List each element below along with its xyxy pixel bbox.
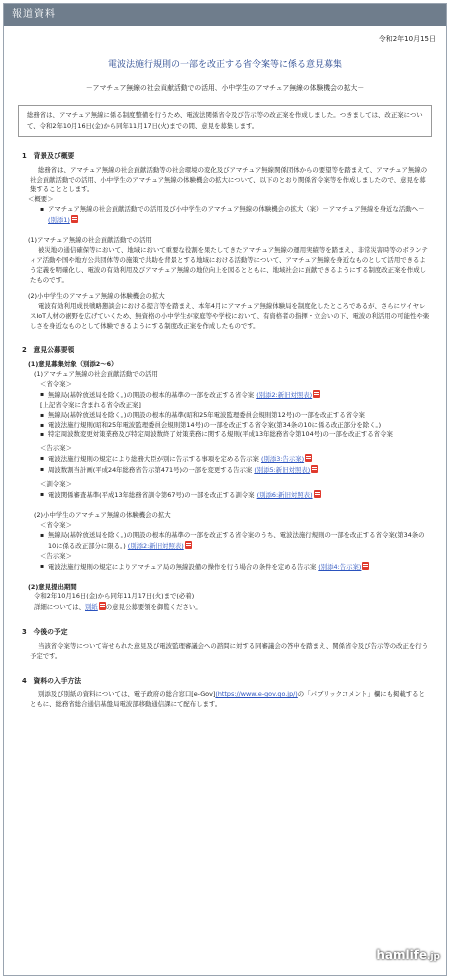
section-3-heading: 3 今後の予定 — [22, 628, 68, 637]
attachment-link[interactable]: (別添5:新旧対照表) — [254, 466, 311, 475]
ordinance-label: ＜省令案＞ — [40, 520, 72, 529]
annex-link[interactable]: 別紙 — [85, 603, 98, 612]
instruction-label: ＜訓令案＞ — [40, 480, 72, 489]
page-header: 報道資料 — [4, 4, 446, 26]
pdf-icon[interactable] — [314, 490, 321, 498]
watermark-main: hamlife — [376, 948, 428, 963]
document-title: 電波法施行規則の一部を改正する省令案等に係る意見募集 — [107, 59, 342, 70]
list-item — [48, 430, 430, 440]
pdf-icon[interactable] — [362, 562, 369, 570]
egov-link[interactable]: (https://www.e-gov.go.jp/) — [215, 690, 298, 699]
pdf-icon[interactable] — [99, 602, 106, 610]
list-item — [48, 390, 430, 401]
pdf-icon[interactable] — [305, 454, 312, 462]
group-b-title: (2)小中学生のアマチュア無線の体験機会の拡大 — [34, 510, 171, 519]
details-post: の意見公募要領を御覧ください。 — [105, 603, 202, 612]
press-release-document — [3, 3, 447, 976]
list-item — [48, 490, 430, 501]
details-line — [34, 602, 446, 613]
outline-item-text: アマチュア無線の社会貢献活動での活用及び小中学生のアマチュア無線の体験機会の拡大（案）－アマチュア無線を身近な活動へ－ — [48, 205, 425, 214]
attachment-link[interactable]: (別添2:新旧対照表) — [256, 390, 313, 399]
list-item-text: 電波法施行規則の規定により総務大臣が別に告示する事項を定める告示案 — [48, 455, 259, 464]
list-item-text: 電波法施行規則(昭和25年電波監理委員会規則第14号)の一部を改正する省令案(第34条の10に係る改正部分を除く。) — [48, 420, 382, 429]
list-item-text: 電波法施行規則の規定によりアマチュア局の無線設備の操作を行う場合の条件を定める告示案 — [48, 562, 317, 571]
pdf-icon[interactable] — [313, 390, 320, 398]
list-item — [48, 531, 430, 552]
pdf-icon[interactable] — [71, 215, 78, 223]
release-date: 令和2年10月15日 — [378, 35, 436, 43]
list-item — [48, 465, 430, 476]
attachment-link[interactable]: (別添4:告示案) — [318, 562, 362, 571]
list-item — [48, 411, 430, 421]
section-2-heading: 2 意見公募要領 — [22, 346, 75, 355]
sub2-title: (2)小中学生のアマチュア無線の体験機会の拡大 — [28, 291, 165, 300]
targets-heading: (1)意見募集対象（別添2～6） — [28, 359, 118, 368]
section-1-heading: 1 背景及び概要 — [22, 152, 75, 161]
notice-label: ＜告示案＞ — [40, 551, 72, 560]
attachment-link[interactable]: (別添6:新旧対照表) — [256, 491, 313, 500]
period-text: 令和2年10月16日(金)から同年11月17日(火)まで(必着) — [34, 592, 195, 601]
notice-label: ＜告示案＞ — [40, 444, 72, 453]
period-heading: (2)意見提出期間 — [28, 582, 77, 591]
group-a-title: (1)アマチュア無線の社会貢献活動での活用 — [34, 369, 158, 378]
outline-label: ＜概要＞ — [28, 195, 54, 204]
watermark-logo — [376, 946, 440, 965]
sub1-text: 被災地の通信確保等において、地域において重要な役割を果たしてきたアマチュア無線の運用実績等を踏まえ、非常災害時等のボランティア活動や国や地方公共団体等の施策で共助を背景とする地域における活動等について、アマチュア無線を身近なものとして活用できるよう定義を明確化し、電波の有効利用及びアマチュア無線の地位向上を図るとともに、地域社会に貢献できるようにする制度改正案を作成したものです。 — [30, 246, 428, 284]
list-item-text: 特定周波数変更対策業務及び特定周波数終了対策業務に関する規則(平成13年総務省令第104号)の一部を改正する省令案 — [48, 430, 393, 439]
details-pre: 詳細については、 — [34, 603, 85, 612]
attachment-link[interactable]: (別添2:新旧対照表) — [127, 541, 184, 550]
section-4-heading: 4 資料の入手方法 — [22, 676, 82, 685]
intro-box: 総務省は、アマチュア無線に係る制度整備を行うため、電波法関係省令及び告示等の改正案を作成しました。つきましては、改正案について、令和2年10月16日(金)から同年11月17日(火)までの間、意見を募集します。 — [18, 105, 432, 137]
list-item-text: 無線局(基幹放送局を除く。)の開設の根本的基準(昭和25年電波監理委員会規則第12号)の一部を改正する省令案 — [48, 410, 365, 419]
attachment-link[interactable]: (別添3:告示案) — [260, 455, 305, 464]
section-4-text-pre: 別添及び別紙の資料については、電子政府の総合窓口[e-Gov] — [38, 690, 216, 699]
sub1-title: (1)アマチュア無線の社会貢献活動での活用 — [28, 236, 152, 245]
list-item — [48, 454, 430, 465]
outline-link[interactable]: (別添1) — [48, 216, 70, 225]
section-4-text — [30, 690, 430, 710]
list-item-text: 無線局(基幹放送局を除く。)の開設の根本的基準の一部を改正する省令案のうち、電波法施行規則の一部を改正する省令案(第34条の10に係る改正部分に限る。) — [48, 530, 425, 550]
list-item-text: 電波関係審査基準(平成13年総務省訓令第67号)の一部を改正する訓令案 — [48, 491, 255, 500]
section-3-text: 当該省令案等について寄せられた意見及び電波監理審議会への諮問に対する同審議会の答申を踏まえ、関係省令及び告示等の改正を行う予定です。 — [30, 641, 429, 660]
pdf-icon[interactable] — [311, 465, 318, 473]
section-1-paragraph: 総務省は、アマチュア無線の社会貢献活動等の社会環境の変化及びアマチュア無線関係団体からの要望等を踏まえて、アマチュア無線の社会貢献活動での活用、小中学生のアマチュア無線の体験機会の拡大について、以下のとおり関係省令案等を作成しましたので、意見を募集することとします。 — [30, 165, 428, 194]
list-item — [48, 421, 430, 431]
list-item — [48, 562, 430, 573]
sub2-text: 電波有効利用成長戦略懇談会における提言等を踏まえ、本年4月にアマチュア無線体験局を制度化したところであるが、さらにワイヤレスIoT人材の裾野を広げていくため、無資格の小中学生が家庭等や学校において、有資格者の指揮・立会いの下、電波の利活用の可能性や楽しさを身近なものとして体験できるようにする制度改正案を作成したものです。 — [30, 301, 430, 330]
ordinance-label: ＜省令案＞ — [40, 379, 72, 388]
watermark-suffix: .jp — [427, 952, 440, 963]
included-ordinances-label: [上記省令案に含まれる省令改正案] — [40, 400, 141, 409]
document-subtitle: －アマチュア無線の社会貢献活動での活用、小中学生のアマチュア無線の体験機会の拡大－ — [85, 83, 365, 92]
list-item-text: 無線局(基幹放送局を除く。)の開設の根本的基準の一部を改正する省令案 — [48, 390, 255, 399]
list-item-text: 周波数割当計画(平成24年総務省告示第471号)の一部を変更する告示案 — [48, 466, 253, 475]
pdf-icon[interactable] — [185, 541, 192, 549]
outline-item — [48, 205, 430, 226]
section-4-text-post: の「パブリックコメント」欄にも掲載するとともに、総務省総合通信基盤局電波部移動通信課にて配布します。 — [30, 690, 425, 709]
